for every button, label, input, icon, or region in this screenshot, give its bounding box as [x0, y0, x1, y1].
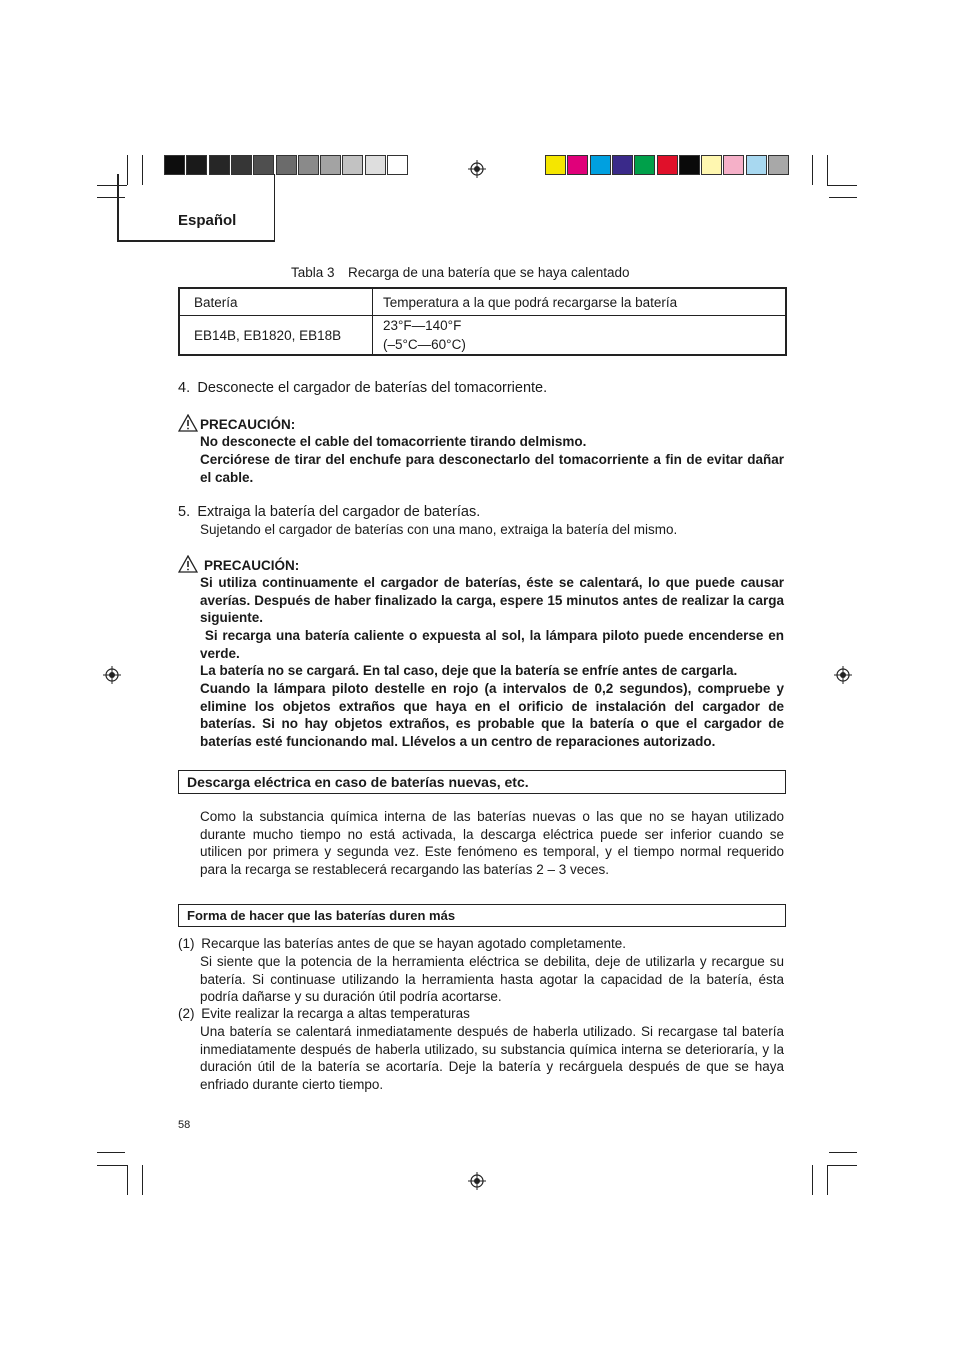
crop-mark [127, 1165, 128, 1195]
temperature-fahrenheit: 23°F—140°F [383, 318, 462, 333]
color-swatch [231, 155, 252, 175]
step-5-text: 5. Extraiga la batería del cargador de baterías. [178, 504, 481, 520]
color-swatch [387, 155, 408, 175]
table-cell-battery: EB14B, EB1820, EB18B [179, 316, 373, 356]
language-tab-frame [117, 174, 275, 242]
color-swatch [186, 155, 207, 175]
caution-paragraph: Si utiliza continuamente el cargador de baterías, éste se calentará, lo que puede causar averías. Después de haber finalizado la carga, espere 15 minutos antes de realizar la carga siguiente. [200, 575, 784, 626]
crop-mark [827, 1165, 857, 1166]
section-heading: Forma de hacer que las baterías duren más [178, 904, 786, 927]
color-swatch [612, 155, 633, 175]
color-swatch [320, 155, 341, 175]
caution-paragraph: La batería no se cargará. En tal caso, deje que la batería se enfríe antes de cargarla. [200, 663, 738, 678]
color-swatch [298, 155, 319, 175]
registration-mark-icon [103, 666, 121, 684]
temperature-celsius: (–5°C—60°C) [383, 337, 466, 352]
table-header-cell: Batería [179, 288, 373, 316]
color-swatch [701, 155, 722, 175]
table-header-cell: Temperatura a la que podrá recargarse la batería [373, 288, 787, 316]
registration-mark-icon [468, 1172, 486, 1190]
crop-mark [812, 1165, 813, 1195]
color-swatch [276, 155, 297, 175]
color-swatch [768, 155, 789, 175]
caution-title: PRECAUCIÓN: [204, 558, 300, 573]
crop-mark [812, 155, 813, 185]
color-swatch [365, 155, 386, 175]
list-item-title: (2) Evite realizar la recarga a altas temperaturas [178, 1006, 470, 1021]
language-label: Español [178, 212, 237, 229]
color-swatch [723, 155, 744, 175]
step-5-description: Sujetando el cargador de baterías con una mano, extraiga la batería del mismo. [200, 522, 678, 537]
caution-text: Cerciórese de tirar del enchufe para desconectarlo del tomacorriente a fin de evitar dañar el cable. [200, 452, 784, 485]
warning-triangle-icon [178, 414, 198, 432]
crop-mark [829, 1152, 857, 1153]
table-caption: Tabla 3 Recarga de una batería que se haya calentado [291, 265, 630, 280]
color-swatch [209, 155, 230, 175]
caution-paragraph: Cuando la lámpara piloto destelle en rojo (a intervalos de 0,2 segundos), compruebe y elimine los objetos extraños que haya en el orificio de instalación del cargador de baterías. Si no hay objetos extraños, es probable que la batería o que el cargador de baterías esté funcionando mal. Llévelos a un centro de reparaciones autorizado. [200, 681, 784, 749]
list-item-body: Si siente que la potencia de la herramienta eléctrica se debilita, deje de utilizarla y recargue su batería. Si continuase utilizando la herramienta hasta agotar la capacidad de la batería, ésta podría dañarse y su duración útil podría acortarse. [200, 954, 784, 1005]
caution-paragraph: Si recarga una batería caliente o expuesta al sol, la lámpara piloto puede encenderse en verde. [200, 628, 788, 661]
table-header-row [179, 288, 786, 316]
registration-mark-icon [834, 666, 852, 684]
crop-mark [827, 185, 857, 186]
color-swatch [634, 155, 655, 175]
color-swatch [746, 155, 767, 175]
battery-temperature-table [178, 287, 787, 356]
list-item-body: Una batería se calentará inmediatamente después de haberla utilizado. Si recargase tal batería inmediatamente después de haberla utilizado, su substancia química interna se deterioraría, y la duración útil de la batería se acortaría. Deje la batería y recárguela después de que se haya enfriado durante cierto tiempo. [200, 1024, 784, 1092]
crop-mark [142, 1165, 143, 1195]
crop-mark [827, 155, 828, 185]
crop-mark [829, 197, 857, 198]
color-swatch [164, 155, 185, 175]
table-row [179, 316, 786, 356]
caution-title: PRECAUCIÓN: [200, 417, 296, 432]
color-swatch [545, 155, 566, 175]
color-swatch [253, 155, 274, 175]
warning-triangle-icon [178, 555, 198, 573]
caution-text: No desconecte el cable del tomacorriente tirando delmismo. [200, 434, 587, 449]
color-swatch [679, 155, 700, 175]
section-heading: Descarga eléctrica en caso de baterías nuevas, etc. [178, 770, 786, 794]
section-body: Como la substancia química interna de las baterías nuevas o las que no se hayan utilizado durante mucho tiempo no está activada, la descarga eléctrica puede ser inferior cuando se utilicen por primera y segunda vez. Este fenómeno es temporal, y el tiempo normal requerido para la recarga se restablecerá recargando las baterías 2 – 3 veces. [200, 809, 784, 877]
registration-mark-icon [468, 160, 486, 178]
color-swatch [657, 155, 678, 175]
table-cell-temperature [373, 316, 787, 356]
color-swatch [590, 155, 611, 175]
step-4-text: 4. Desconecte el cargador de baterías del tomacorriente. [178, 380, 548, 396]
crop-mark [97, 1152, 125, 1153]
page-number: 58 [178, 1119, 191, 1131]
color-swatch [342, 155, 363, 175]
color-swatch [567, 155, 588, 175]
list-item-title: (1) Recarque las baterías antes de que se hayan agotado completamente. [178, 936, 627, 951]
crop-mark [97, 1165, 127, 1166]
crop-mark [827, 1165, 828, 1195]
